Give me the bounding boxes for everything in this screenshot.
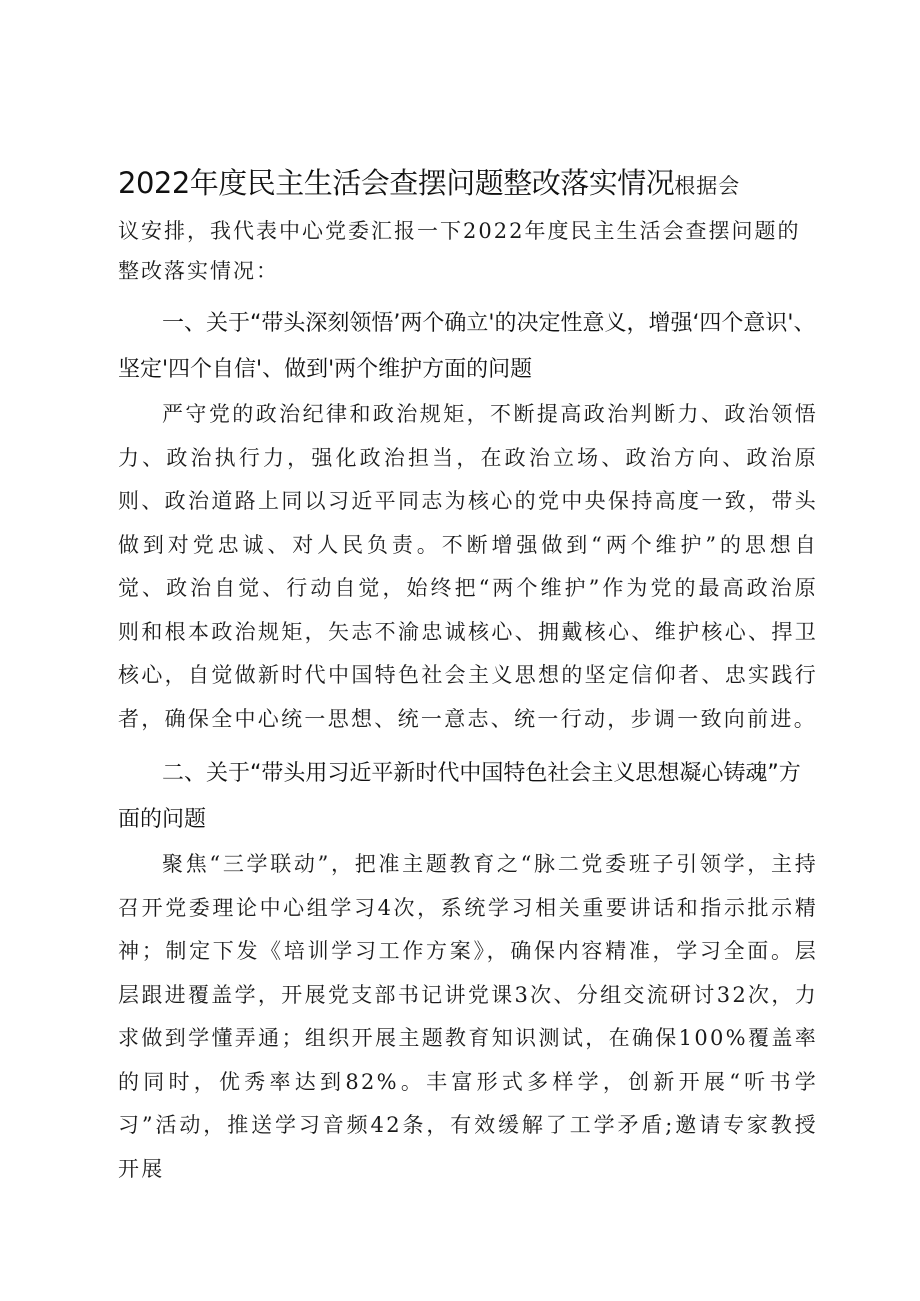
section-2-body: 聚焦“三学联动”，把准主题教育之“脉二党委班子引领学，主持召开党委理论中心组学习4次，系统学习相关重要讲话和指示批示精神；制定下发《培训学习工作方案》，确保内容精准，学习全面。层层跟进覆盖学，开展党支部书记讲党课3次、分组交流研讨32次，力求做到学懂弄通；组织开展主题教育知识测试，在确保100%覆盖率的同时，优秀率达到82%。丰富形式多样学，创新开展“听书学习”活动，推送学习音频42条，有效缓解了工学矛盾;邀请专家教授开展 [118,852,818,1181]
document-body [118,160,818,1191]
section-1-heading: 一、关于“带头深刻领悟’两个确立'的决定性意义，增强‘四个意识'、坚定'四个自信'、做到'两个维护方面的问题 [118,311,816,382]
document-title: 2022年度民主生活会查摆问题整改落实情况 [118,166,675,200]
title-paragraph [118,160,818,211]
intro-paragraph: 议安排，我代表中心党委汇报一下2022年度民主生活会查摆问题的整改落实情况： [118,219,801,283]
section-2-heading: 二、关于“带头用习近平新时代中国特色社会主义思想凝心铸魂”方面的问题 [118,761,801,832]
intro-lead: 根据会 [674,174,741,198]
section-1-body: 严守党的政治纪律和政治规矩，不断提高政治判断力、政治领悟力、政治执行力，强化政治担当，在政治立场、政治方向、政治原则、政治道路上同以习近平同志为核心的党中央保持高度一致，带头做到对党忠诚、对人民负责。不断增强做到“两个维护”的思想自觉、政治自觉、行动自觉，始终把“两个维护”作为党的最高政治原则和根本政治规矩，矢志不渝忠诚核心、拥戴核心、维护核心、捍卫核心，自觉做新时代中国特色社会主义思想的坚定信仰者、忠实践行者，确保全中心统一思想、统一意志、统一行动，步调一致向前进。 [118,402,818,731]
